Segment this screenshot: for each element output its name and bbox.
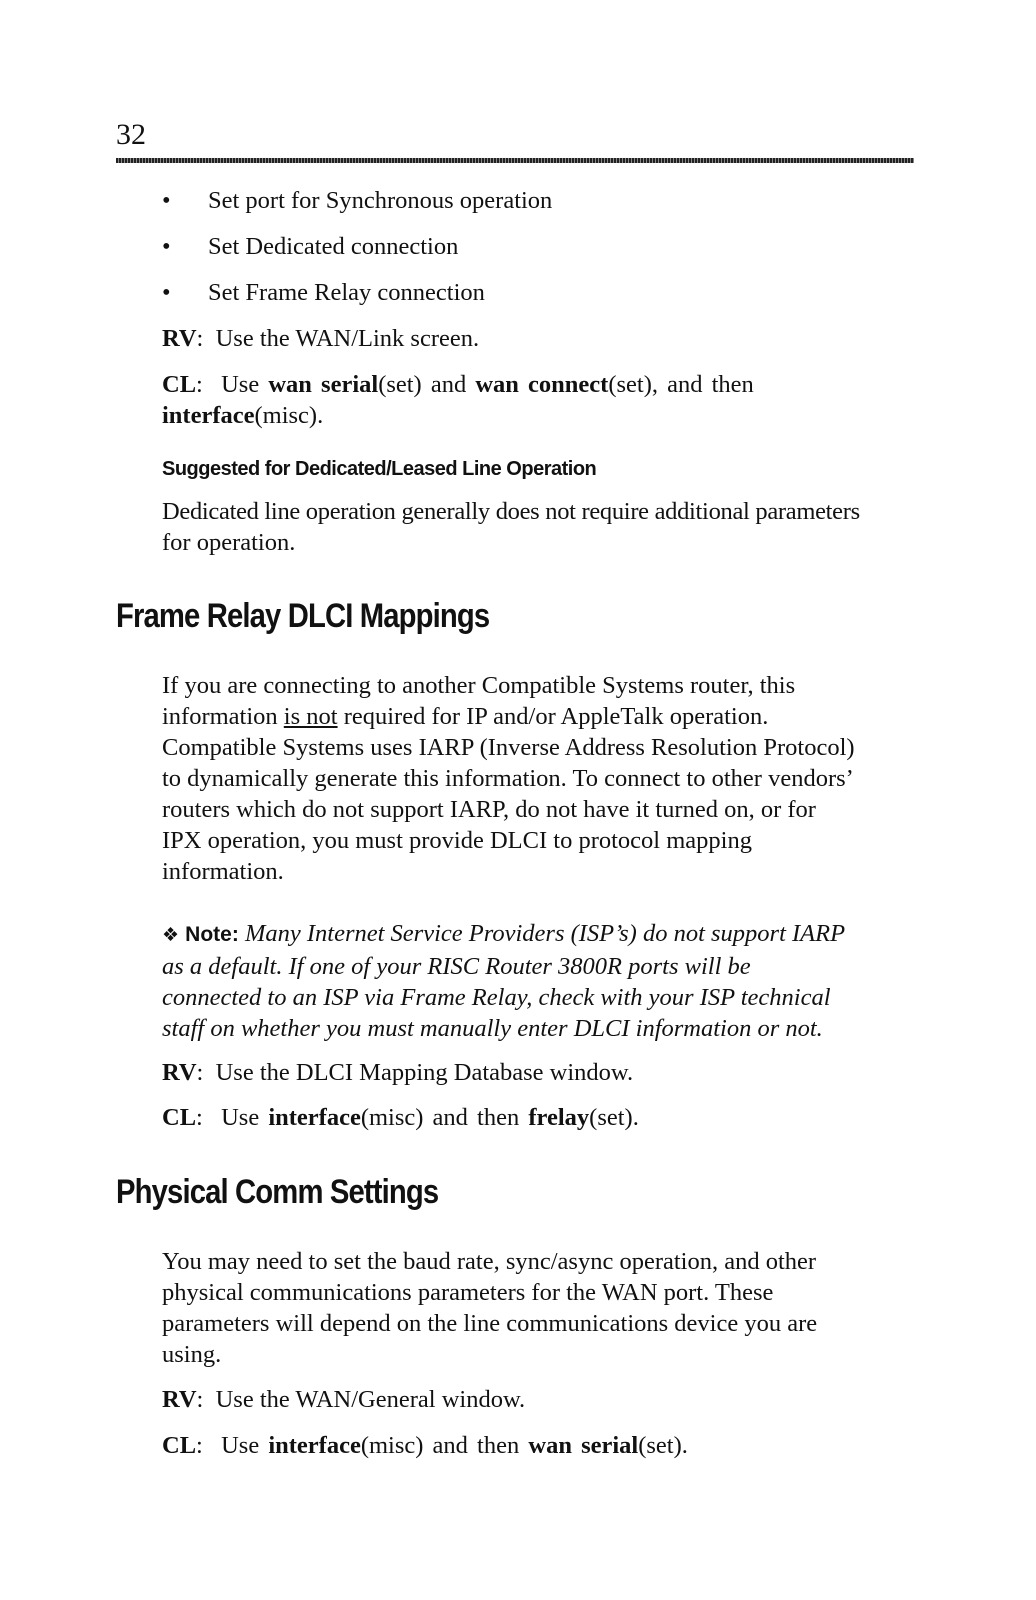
paragraph-line: IPX operation, you must provide DLCI to protocol mapping [162,827,752,854]
paragraph-line: using. [162,1341,222,1368]
bullet-glyph: • [162,279,171,306]
command-suffix: (misc). [254,402,324,429]
section-heading: Physical Comm Settings [116,1173,439,1211]
rv-text: Use the DLCI Mapping Database window. [215,1059,634,1086]
rv-instruction: RV: Use the WAN/General window. [162,1386,526,1413]
cl-instruction: CL: Use interface(misc) and then wan serial(set). [162,1432,688,1459]
paragraph [162,1246,817,1370]
emphasis-underline: is not [283,703,338,730]
bullet-text: Set Frame Relay connection [208,279,485,306]
cl-use: Use [221,371,260,398]
paragraph-line: routers which do not support IARP, do not have it turned on, or for [162,796,816,823]
bullet-text: Set port for Synchronous operation [208,187,553,214]
note-line: connected to an ISP via Frame Relay, check with your ISP technical [162,984,831,1011]
paragraph-line: information is not required for IP and/or AppleTalk operation. [162,703,769,730]
paragraph-line: If you are connecting to another Compatible Systems router, this [162,672,796,699]
command: interface [268,1432,361,1459]
note-block [162,918,845,1044]
note-diamond-icon: ❖ [162,925,180,946]
rv-instruction: RV: Use the DLCI Mapping Database window. [162,1059,634,1086]
command-suffix: (set) and [378,371,467,398]
cl-use: Use [221,1432,260,1459]
bullet-text: Set Dedicated connection [208,233,459,260]
subsection-heading: Suggested for Dedicated/Leased Line Operation [162,458,597,480]
paragraph [162,670,855,887]
page-number: 32 [116,118,146,151]
paragraph-line: Dedicated line operation generally does not require additional parameters [162,498,860,525]
rv-label: RV [162,325,197,352]
bullet-glyph: • [162,187,171,214]
rv-text: Use the WAN/Link screen. [215,325,480,352]
note-line: ❖ Note: Many Internet Service Providers (ISP’s) do not support IARP [162,920,846,947]
paragraph-line: physical communications parameters for the WAN port. These [162,1279,774,1306]
cl-label: CL [162,1432,197,1459]
rv-label: RV [162,1059,197,1086]
bullet-glyph: • [162,233,171,260]
note-label: Note: [185,923,239,946]
cl-instruction-cont [162,400,323,431]
command-suffix: (set). [589,1104,639,1131]
command-suffix: (set). [638,1432,688,1459]
rv-text: Use the WAN/General window. [215,1386,526,1413]
command: wan serial [528,1432,639,1459]
cl-instruction: CL: Use wan serial(set) and wan connect(set), and then [162,371,754,398]
paragraph-line: to dynamically generate this information. To connect to other vendors’ [162,765,854,792]
command: wan serial [268,371,379,398]
cl-use: Use [221,1104,260,1131]
command: wan connect [475,371,609,398]
cl-label: CL [162,371,197,398]
cl-label: CL [162,1104,197,1131]
paragraph-line: Compatible Systems uses IARP (Inverse Address Resolution Protocol) [162,734,855,761]
header-rule [116,158,914,163]
section-heading: Frame Relay DLCI Mappings [116,597,490,635]
command: interface [162,402,255,429]
note-line: staff on whether you must manually enter DLCI information or not. [162,1015,823,1042]
note-line: as a default. If one of your RISC Router 3800R ports will be [162,953,751,980]
paragraph-line: parameters will depend on the line communications device you are [162,1310,818,1337]
command-suffix: (misc) and then [360,1104,520,1131]
command: frelay [528,1104,590,1131]
cl-instruction: CL: Use interface(misc) and then frelay(set). [162,1104,639,1131]
paragraph-line: information. [162,858,284,885]
rv-label: RV [162,1386,197,1413]
paragraph-line: You may need to set the baud rate, sync/async operation, and other [162,1248,817,1275]
command-suffix: (misc) and then [360,1432,520,1459]
paragraph-line: for operation. [162,529,296,556]
rv-instruction: RV: Use the WAN/Link screen. [162,325,480,352]
command-suffix: (set), and then [608,371,754,398]
command: interface [268,1104,361,1131]
